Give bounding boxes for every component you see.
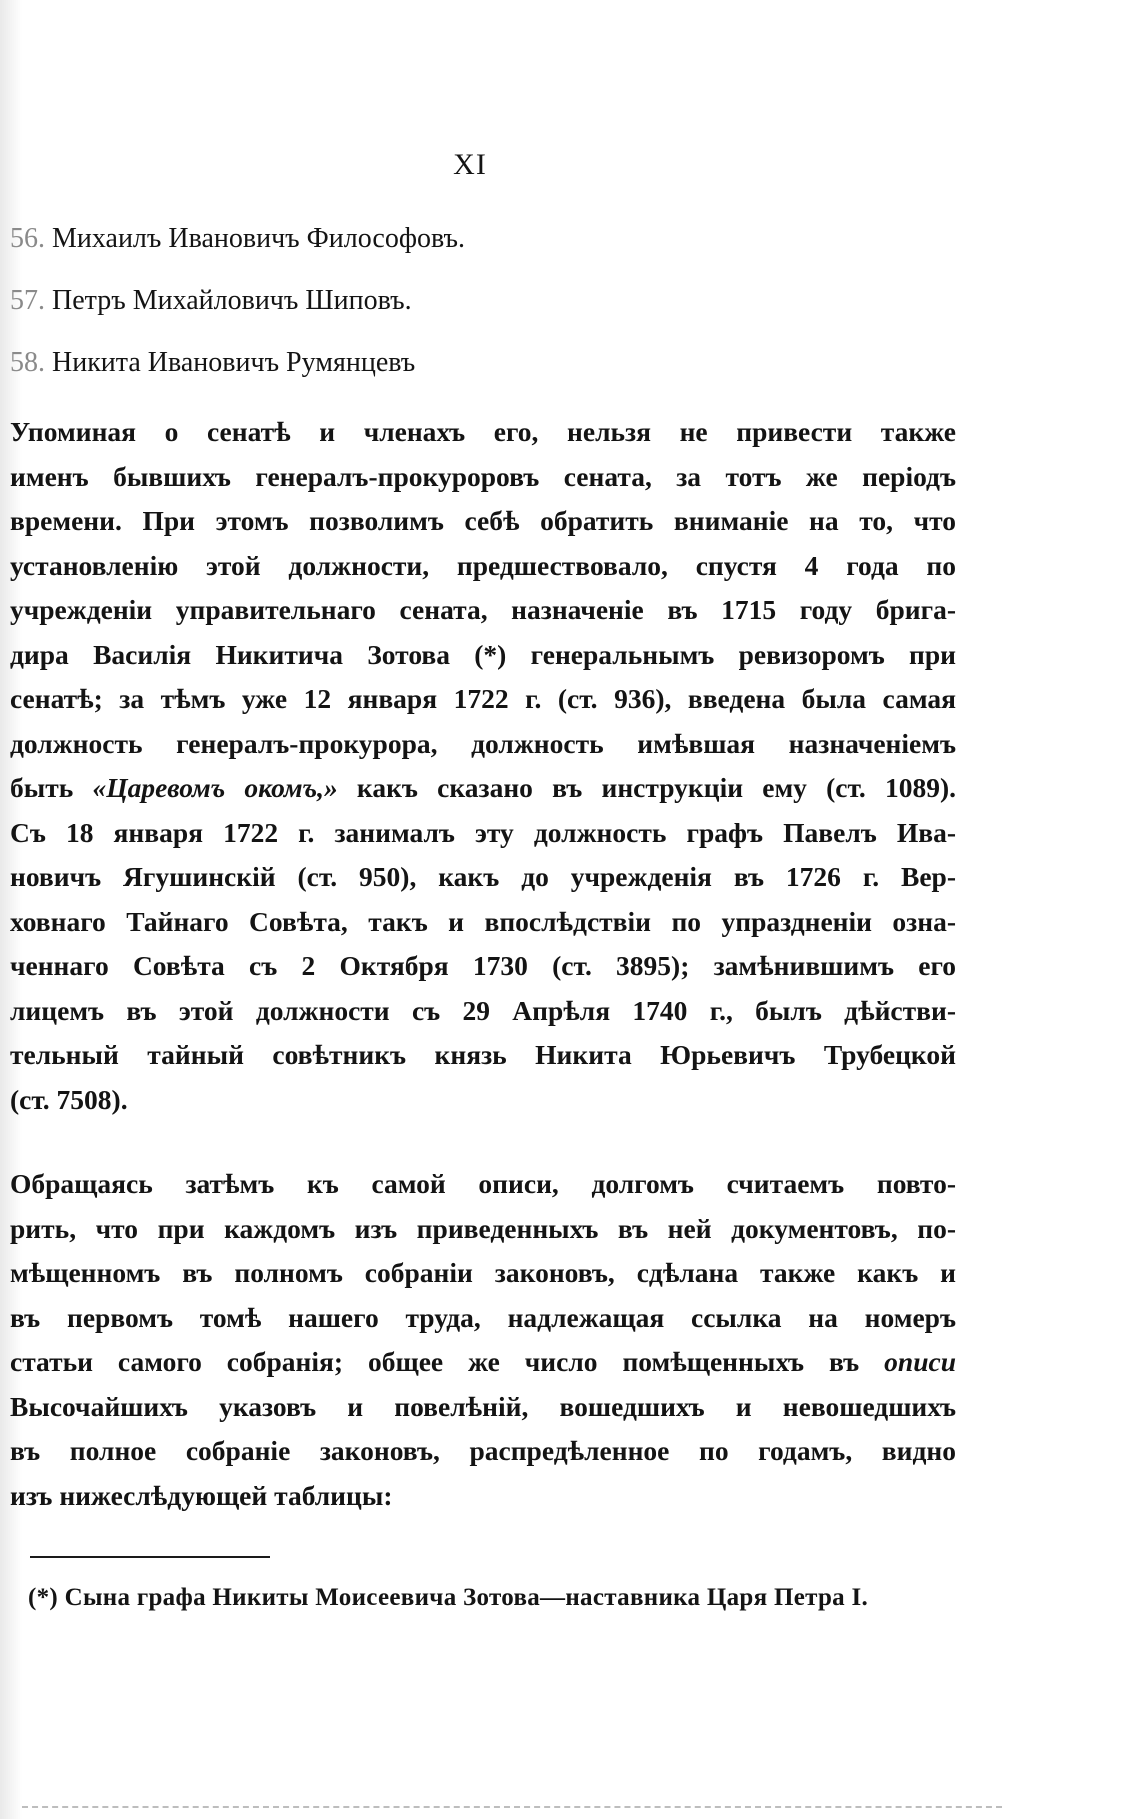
name-item-number: 58.: [10, 347, 45, 378]
name-item: [10, 270, 710, 332]
paragraph-line: учрежденіи управительнаго сената, назначеніе въ 1715 году брига-: [10, 594, 956, 625]
page-number: XI: [453, 148, 487, 181]
name-item-number: 56.: [10, 223, 45, 254]
paragraph-line: [10, 1340, 956, 1385]
page-bottom-edge: [22, 1806, 1002, 1814]
paragraph-line: Съ 18 января 1722 г. занималъ эту должность графъ Павелъ Ива-: [10, 816, 956, 848]
paragraph-line: дира Василія Никитича Зотова (*) генеральнымъ ревизоромъ при: [10, 638, 956, 670]
name-item-number: 57.: [10, 285, 45, 316]
paragraph-inventory-note: [10, 1162, 956, 1518]
paragraph-line: рить, что при каждомъ изъ приведенныхъ въ ней документовъ, по-: [10, 1212, 956, 1244]
paragraph-line: сенатѣ; за тѣмъ уже 12 января 1722 г. (ст. 936), введена была самая: [10, 683, 956, 714]
line-rest: какъ сказано въ инструкціи ему (ст. 1089).: [337, 772, 956, 803]
names-list: [10, 208, 710, 394]
line-start: статьи самого собранія; общее же число помѣщенныхъ въ: [10, 1346, 885, 1377]
footnote-divider: [30, 1556, 270, 1558]
paragraph-line: именъ бывшихъ генералъ-прокуроровъ сената, за тотъ же періодъ: [10, 460, 956, 492]
name-item-text: Петръ Михайловичъ Шиповъ.: [52, 285, 412, 316]
paragraph-generals-prosecutors: [10, 410, 956, 1122]
paragraph-line: Высочайшихъ указовъ и повелѣній, вошедшихъ и невошедшихъ: [10, 1390, 956, 1422]
paragraph-line: Упоминая о сенатѣ и членахъ его, нельзя не привести также: [10, 416, 956, 447]
paragraph-line: въ полное собраніе законовъ, распредѣленное по годамъ, видно: [10, 1435, 956, 1466]
paragraph-line: новичъ Ягушинскій (ст. 950), какъ до учрежденія въ 1726 г. Вер-: [10, 861, 956, 892]
footnote: (*) Сына графа Никиты Моисеевича Зотова—наставника Царя Петра I.: [28, 1584, 869, 1611]
italic-word: описи: [884, 1346, 956, 1377]
paragraph-line: (ст. 7508).: [10, 1083, 128, 1115]
italic-quote: «Царевомъ окомъ,»: [92, 772, 338, 803]
line-start: быть: [10, 772, 93, 803]
paragraph-line: ховнаго Тайнаго Совѣта, такъ и впослѣдствіи по упраздненіи озна-: [10, 905, 956, 937]
paragraph-line: должность генералъ-прокурора, должность имѣвшая назначеніемъ: [10, 727, 956, 759]
paragraph-line: изъ нижеслѣдующей таблицы:: [10, 1479, 393, 1511]
paragraph-line: въ первомъ томѣ нашего труда, надлежащая ссылка на номеръ: [10, 1301, 956, 1333]
paragraph-line: тельный тайный совѣтникъ князь Никита Юрьевичъ Трубецкой: [10, 1039, 956, 1070]
name-item-text: Михаилъ Ивановичъ Философовъ.: [52, 223, 465, 254]
name-item-text: Никита Ивановичъ Румянцевъ: [52, 347, 416, 378]
name-item: [10, 208, 710, 270]
paragraph-line: ченнаго Совѣта съ 2 Октября 1730 (ст. 3895); замѣнившимъ его: [10, 950, 956, 981]
paragraph-line: мѣщенномъ въ полномъ собраніи законовъ, сдѣлана также какъ и: [10, 1257, 956, 1288]
paragraph-line: [10, 766, 956, 811]
name-item: [10, 332, 710, 394]
paragraph-line: времени. При этомъ позволимъ себѣ обратить вниманіе на то, что: [10, 505, 956, 536]
paragraph-line: установленію этой должности, предшествовало, спустя 4 года по: [10, 549, 956, 581]
paragraph-line: лицемъ въ этой должности съ 29 Апрѣля 1740 г., былъ дѣйстви-: [10, 994, 956, 1026]
paragraph-line: Обращаясь затѣмъ къ самой описи, долгомъ считаемъ повто-: [10, 1168, 956, 1199]
